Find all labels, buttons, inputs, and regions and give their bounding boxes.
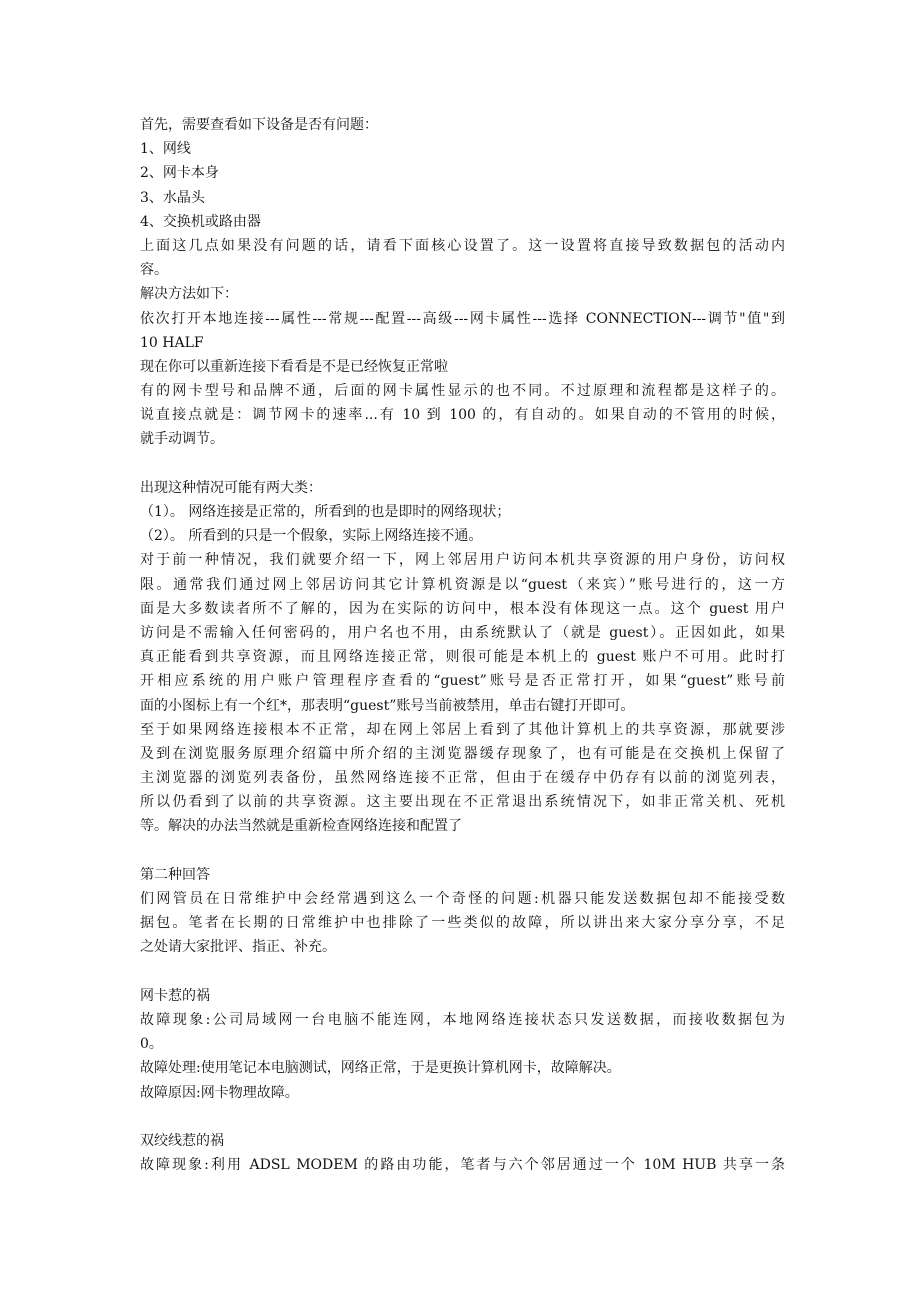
text-line: 访问是不需输入任何密码的，用户名也不用，由系统默认了（就是 guest）。正因如此，如果: [140, 624, 785, 641]
text-line: 2、网卡本身: [140, 165, 219, 182]
text-line: 面是大多数读者所不了解的，因为在实际的访问中，根本没有体现这一点。这个 guest 用户: [140, 600, 785, 617]
text-line: 所以仍看到了以前的共享资源。这主要出现在不正常退出系统情况下，如非正常关机、死机: [140, 794, 785, 811]
text-line: 主浏览器的浏览列表备份，虽然网络连接不正常，但由于在缓存中仍存有以前的浏览列表，: [140, 770, 785, 787]
text-line: 依次打开本地连接---属性---常规---配置---高级---网卡属性---选择 CONNECTION---调节"值"到: [140, 310, 785, 327]
text-line: 出现这种情况可能有两大类：: [140, 479, 322, 496]
blank-line: [140, 1105, 785, 1129]
text-line: 第二种回答: [140, 866, 210, 883]
text-line: 说直接点就是：调节网卡的速率...有 10 到 100 的，有自动的。如果自动的不管用的时候，: [140, 407, 785, 424]
text-line: 就手动调节。: [140, 431, 224, 448]
text-line: 及到在浏览服务原理介绍篇中所介绍的主浏览器缓存现象了，也有可能是在交换机上保留了: [140, 745, 785, 762]
text-line: 容。: [140, 262, 168, 279]
text-line: 面的小图标上有一个红*，那表明“guest”账号当前被禁用，单击右键打开即可。: [140, 697, 635, 714]
text-line: 故障现象:利用 ADSL MODEM 的路由功能，笔者与六个邻居通过一个 10M HUB 共享一条: [140, 1157, 785, 1174]
text-line: 据包。笔者在长期的日常维护中也排除了一些类似的故障，所以讲出来大家分享分享，不足: [140, 915, 785, 932]
blank-line: [140, 452, 785, 476]
text-line: 现在你可以重新连接下看看是不是已经恢复正常啦: [140, 358, 448, 375]
text-line: （1）。 网络连接是正常的，所看到的也是即时的网络现状；: [140, 504, 511, 520]
text-line: 对于前一种情况，我们就要介绍一下，网上邻居用户访问本机共享资源的用户身份，访问权: [140, 552, 785, 569]
text-line: 3、水晶头: [140, 189, 205, 206]
text-line: 真正能看到共享资源，而且网络连接正常，则很可能是本机上的 guest 账户不可用。此时打: [140, 649, 785, 666]
text-line: 网卡惹的祸: [140, 987, 210, 1004]
text-line: （2）。 所看到的只是一个假象，实际上网络连接不通。: [140, 528, 483, 545]
text-line: 开相应系统的用户账户管理程序查看的“guest”账号是否正常打开，如果“guest”账号前: [140, 673, 785, 690]
text-line: 等。解决的办法当然就是重新检查网络连接和配置了: [140, 818, 462, 835]
document-body: [140, 113, 785, 1177]
text-line: 至于如果网络连接根本不正常，却在网上邻居上看到了其他计算机上的共享资源，那就要涉: [140, 721, 785, 738]
text-line: 有的网卡型号和品牌不通，后面的网卡属性显示的也不同。不过原理和流程都是这样子的。: [140, 383, 785, 400]
text-line: 之处请大家批评、指正、补充。: [140, 939, 336, 956]
text-line: 首先，需要查看如下设备是否有问题：: [140, 117, 378, 133]
blank-line: [140, 839, 785, 863]
text-line: 故障原因:网卡物理故障。: [140, 1084, 299, 1101]
text-line: 双绞线惹的祸: [140, 1132, 224, 1149]
text-line: 故障现象:公司局域网一台电脑不能连网，本地网络连接状态只发送数据，而接收数据包为: [140, 1011, 785, 1028]
text-line: 故障处理:使用笔记本电脑测试，网络正常，于是更换计算机网卡，故障解决。: [140, 1060, 621, 1077]
text-line: 上面这几点如果没有问题的话，请看下面核心设置了。这一设置将直接导致数据包的活动内: [140, 237, 785, 254]
text-line: 10 HALF: [140, 334, 204, 351]
text-line: 0。: [140, 1036, 163, 1053]
text-line: 解决方法如下：: [140, 286, 238, 303]
text-line: 们网管员在日常维护中会经常遇到这么一个奇怪的问题:机器只能发送数据包却不能接受数: [140, 891, 785, 907]
blank-line: [140, 960, 785, 984]
text-line: 1、网线: [140, 141, 191, 158]
text-line: 限。通常我们通过网上邻居访问其它计算机资源是以“guest（来宾）”账号进行的，这一方: [140, 576, 785, 593]
text-line: 4、交换机或路由器: [140, 213, 261, 230]
